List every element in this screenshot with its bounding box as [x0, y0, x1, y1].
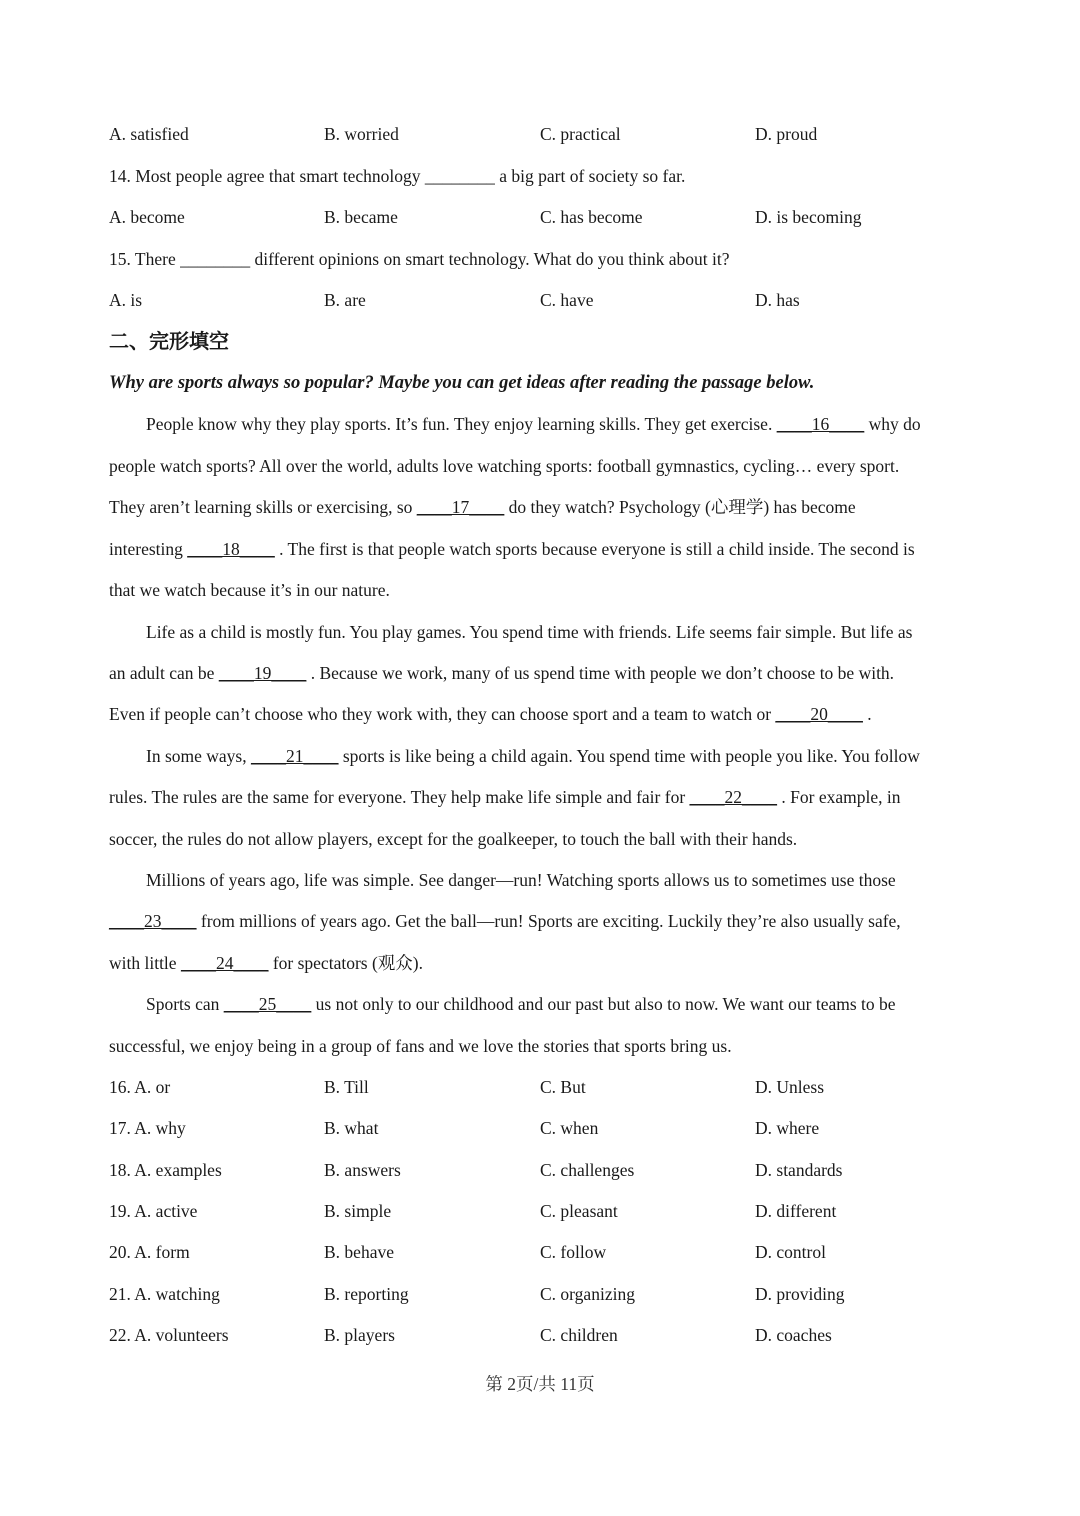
option-b: B. answers	[324, 1160, 401, 1180]
option-b: B. players	[324, 1325, 395, 1345]
blank-24: ____24____	[180, 953, 269, 973]
q14-option-b: B. became	[324, 207, 398, 227]
passage-line: an adult can be ____19____ . Because we work, many of us spend time with people we don’t choose to be with.	[109, 663, 895, 683]
q13-option-a: A. satisfied	[109, 124, 189, 144]
blank-16: ____16____	[776, 414, 865, 434]
blank-21: ____21____	[250, 746, 339, 766]
blank-25: ____25____	[223, 994, 312, 1014]
passage-line: Life as a child is mostly fun. You play games. You spend time with friends. Life seems fair simple. But life as	[146, 622, 913, 642]
option-a: 20. A. form	[109, 1242, 190, 1262]
option-b: B. Till	[324, 1077, 369, 1097]
option-a: 19. A. active	[109, 1201, 198, 1221]
option-c: C. challenges	[540, 1160, 635, 1180]
question-row	[109, 1199, 989, 1223]
blank-22: ____22____	[689, 787, 778, 807]
option-b: B. reporting	[324, 1284, 409, 1304]
q15-options	[109, 288, 989, 312]
option-a: 17. A. why	[109, 1118, 186, 1138]
passage-line: They aren’t learning skills or exercising, so ____17____ do they watch? Psychology (心理学) has become	[109, 497, 856, 517]
passage-line: with little ____24____ for spectators (观众).	[109, 953, 423, 973]
question-row	[109, 1240, 989, 1264]
q13-option-d: D. proud	[755, 124, 818, 144]
option-d: D. standards	[755, 1160, 843, 1180]
q14-options	[109, 205, 989, 229]
option-d: D. different	[755, 1201, 837, 1221]
passage-line: Even if people can’t choose who they work with, they can choose sport and a team to watch or ____20____ .	[109, 704, 872, 724]
passage-line: In some ways, ____21____ sports is like being a child again. You spend time with people you like. You follow	[146, 746, 920, 766]
passage-line: successful, we enjoy being in a group of fans and we love the stories that sports bring us.	[109, 1036, 732, 1056]
q14-option-c: C. has become	[540, 207, 643, 227]
option-c: C. children	[540, 1325, 618, 1345]
q15-option-c: C. have	[540, 290, 594, 310]
question-row	[109, 1323, 989, 1347]
q15-stem: 15. There ________ different opinions on smart technology. What do you think about it?	[109, 249, 730, 269]
q13-option-b: B. worried	[324, 124, 399, 144]
option-a: 16. A. or	[109, 1077, 171, 1097]
question-row	[109, 1282, 989, 1306]
question-row	[109, 1158, 989, 1182]
option-c: C. pleasant	[540, 1201, 618, 1221]
option-b: B. simple	[324, 1201, 392, 1221]
passage-line: soccer, the rules do not allow players, except for the goalkeeper, to touch the ball with their hands.	[109, 829, 798, 849]
q14-option-a: A. become	[109, 207, 185, 227]
blank-18: ____18____	[187, 539, 275, 559]
option-d: D. providing	[755, 1284, 845, 1304]
q14-stem: 14. Most people agree that smart technology ________ a big part of society so far.	[109, 166, 686, 186]
option-d: D. Unless	[755, 1077, 825, 1097]
blank-23: ____23____	[109, 911, 197, 931]
passage-line: People know why they play sports. It’s fun. They enjoy learning skills. They get exercise. ____16____ why do	[146, 414, 921, 434]
option-b: B. what	[324, 1118, 379, 1138]
passage-line: that we watch because it’s in our nature.	[109, 580, 390, 600]
option-d: D. where	[755, 1118, 820, 1138]
option-a: 21. A. watching	[109, 1284, 220, 1304]
option-c: C. follow	[540, 1242, 607, 1262]
option-a: 18. A. examples	[109, 1160, 222, 1180]
q14-option-d: D. is becoming	[755, 207, 862, 227]
option-a: 22. A. volunteers	[109, 1325, 229, 1345]
page-number: 第 2页/共 11页	[485, 1374, 595, 1394]
q15-option-d: D. has	[755, 290, 800, 310]
passage-line: Millions of years ago, life was simple. See danger—run! Watching sports allows us to sometimes use those	[146, 870, 896, 890]
option-d: D. control	[755, 1242, 826, 1262]
passage-line: ____23____ from millions of years ago. Get the ball—run! Sports are exciting. Luckily they’re also usually safe,	[109, 911, 901, 931]
question-row	[109, 1116, 989, 1140]
q13-options	[109, 122, 989, 146]
passage-intro: Why are sports always so popular? Maybe you can get ideas after reading the passage below.	[109, 373, 815, 393]
option-d: D. coaches	[755, 1325, 832, 1345]
option-c: C. organizing	[540, 1284, 635, 1304]
q15-option-a: A. is	[109, 290, 143, 310]
passage-line: rules. The rules are the same for everyone. They help make life simple and fair for ____22____ . For example, in	[109, 787, 901, 807]
blank-19: ____19____	[218, 663, 307, 683]
option-c: C. But	[540, 1077, 586, 1097]
blank-17: ____17____	[416, 497, 505, 517]
passage-line: interesting ____18____ . The first is that people watch sports because everyone is still a child inside. The second is	[109, 539, 915, 559]
option-c: C. when	[540, 1118, 599, 1138]
passage-line: people watch sports? All over the world, adults love watching sports: football gymnastics, cycling… every sport.	[109, 456, 900, 476]
question-row	[109, 1075, 989, 1099]
option-b: B. behave	[324, 1242, 394, 1262]
q13-option-c: C. practical	[540, 124, 621, 144]
section-title: 二、完形填空	[109, 329, 229, 353]
q15-option-b: B. are	[324, 290, 366, 310]
passage-line: Sports can ____25____ us not only to our childhood and our past but also to now. We want our teams to be	[146, 994, 896, 1014]
blank-20: ____20____	[775, 704, 863, 724]
